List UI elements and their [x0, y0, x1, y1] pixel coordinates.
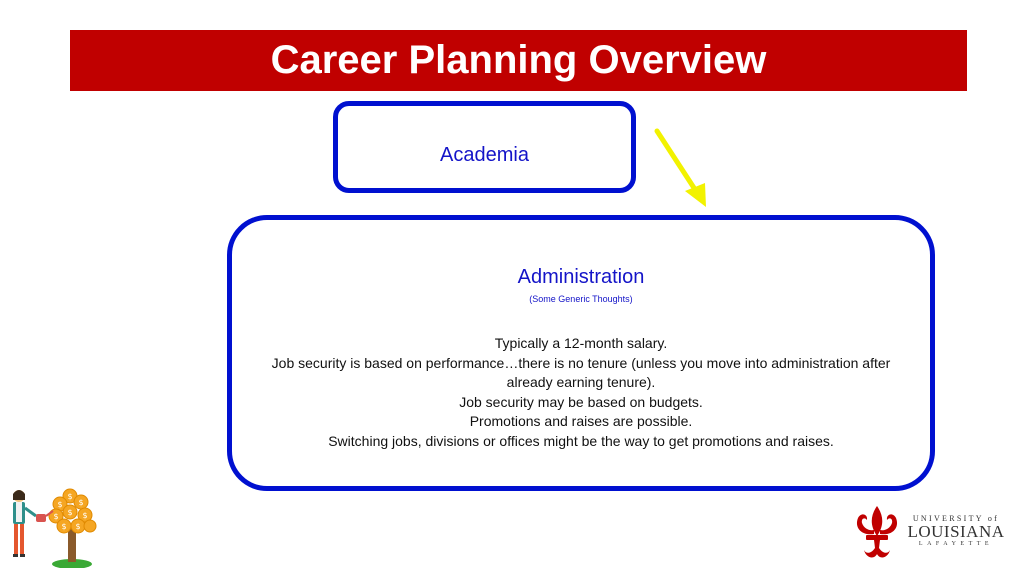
academia-box	[333, 101, 636, 193]
arrow-down-right-icon	[650, 125, 720, 215]
administration-subtitle: (Some Generic Thoughts)	[529, 294, 633, 304]
administration-title: Administration	[517, 266, 645, 288]
administration-line: Job security is based on performance…there is no tenure (unless you move into administration after already earning tenure).	[271, 354, 891, 390]
svg-text:$: $	[61, 522, 67, 531]
university-logo	[852, 504, 1010, 562]
logo-place: LAFAYETTE	[918, 541, 994, 547]
logo-text	[904, 514, 1008, 547]
administration-box	[227, 215, 935, 491]
svg-text:$: $	[57, 500, 63, 509]
svg-text:$: $	[67, 508, 73, 517]
fleur-de-lis-icon	[852, 504, 902, 562]
slide-title: Career Planning Overview	[270, 38, 767, 82]
svg-text:$: $	[75, 522, 81, 531]
svg-text:$: $	[67, 492, 73, 501]
logo-name: LOUISIANA	[907, 522, 1005, 541]
administration-body	[252, 334, 910, 451]
logo-university: UNIVERSITY of	[912, 514, 1000, 523]
administration-line: Typically a 12-month salary.	[494, 335, 668, 351]
administration-line: Job security may be based on budgets.	[459, 393, 703, 410]
title-bar	[70, 30, 967, 91]
money-tree-icon	[4, 484, 100, 568]
administration-line: Switching jobs, divisions or offices might be the way to get promotions and raises.	[328, 432, 834, 449]
administration-line: Promotions and raises are possible.	[469, 413, 693, 429]
svg-text:$: $	[78, 498, 84, 507]
svg-text:$: $	[82, 511, 88, 520]
svg-text:$: $	[53, 512, 59, 521]
academia-label: Academia	[440, 144, 529, 166]
